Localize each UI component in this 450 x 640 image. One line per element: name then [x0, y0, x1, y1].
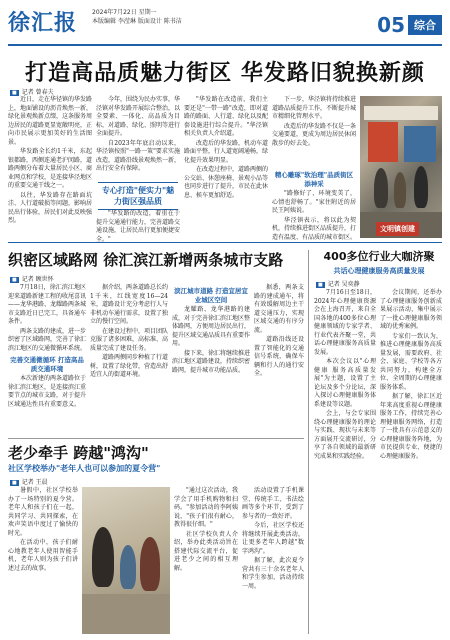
masthead-meta — [92, 8, 182, 26]
article2-subhead-2: 滨江城市道路 打造宜居宜业城区空间 — [174, 287, 248, 304]
reporter-tag-icon: ■ — [12, 277, 17, 283]
article4-subheadline: 共话心理健康服务高质量发展 — [333, 267, 425, 275]
newspaper-logo: 徐汇报 — [8, 10, 78, 36]
article1-pullquote: 专心打造"便实力"魅力街区强品质 — [98, 182, 178, 210]
article1-col2b: "华发路的改造，着重在于提升交通通行能力，完善道路交通设施，让居民出行更加便捷安全。" — [96, 210, 181, 243]
article1-photo — [360, 96, 442, 238]
article3-headline: 老少牵手 跨越"鸿沟" — [8, 444, 149, 462]
photo-elder-2 — [140, 537, 160, 591]
article2-col3: 滨江城市道路 打造宜居宜业城区空间 龙耀路、龙华港路的建成，对于完善徐汇滨江地区整体路网，方便周边居民出行，提升区域交通品质具有重要作用。 接下来，徐汇将继续推进滨江地区道路建设，持续织密路网，提升城市功能品质。 — [172, 287, 251, 374]
article2-col4: 据悉，两条支路的建成通车，将有效缓解周边主干道交通压力，实现区域交通的有序分流。 道路沿线还设置了智能化的交通信号系统，确保车辆和行人的通行安全。 — [254, 284, 304, 377]
article4-col1: 7月16日至18日，2024年心理健康资源会在上海召开，来自全国各地的400多位心理健康领域的专家学者、行业代表齐聚一堂，共话心理健康服务高质量发展。 本次会议以"心理健康 服务高质量发展"为主题，设置了主论坛及多个分论坛，深入探讨心理健康服务体系建设等议题。 会上，与会专家围绕心理健康服务的理论与实践、现状与未来等方面展开交流研讨，分享了各自领域的最新研究成果和实践经验。 — [314, 289, 376, 460]
photo-caption-tag: 文明镇创建 — [376, 222, 419, 236]
photo-child — [120, 545, 136, 589]
article2-subhead-1: 完善交通微循环 打造高品质交通环境 — [10, 356, 84, 373]
masthead — [0, 0, 450, 48]
photo-person-3 — [414, 166, 428, 208]
article2-col1: 7月18日，徐汇滨江地区迎来道路新建工程的收尾喜讯——龙华港路、龙耀路两条城市支路近日已完工，具备通车条件。 两条支路的建成，进一步织密了区域路网，完善了徐汇滨江地区的交通微循环系统。 完善交通微循环 打造高品质交通环境 本次新建的两条道路位于徐汇滨江地区，是连接滨江重要节点的城市支路，对于提升区域通达性具有重要意义。 — [8, 284, 87, 408]
article1-subhead: 精心雕琢"软治理"品质街区添神采 — [274, 171, 354, 188]
article1-col4: 下一步，华泾镇将持续推进道路品质提升工作，不断提升城市精细化管理水平。 改造后的华发路不仅是一条交通要道，更成为周边居民休闲散步的好去处。 — [272, 96, 357, 147]
article3-subheadline: 社区学校举办"老年人也可以参加的夏令营" — [8, 464, 161, 473]
article1-reporter: ■ 记者 曾春夫 — [12, 89, 54, 96]
photo-stall-2 — [404, 126, 436, 162]
reporter-tag-icon: ■ — [12, 90, 17, 96]
article1-col2: 今年，围绕为民办实事，华泾镇对华发路开展综合整治，以全要素、一体化、高品质为目标，对道路、绿化、照明等进行全面提升。 自2023年年底启动以来，华泾镇按照"一路一策"要求实施改造，道路沿线景观焕然一新，出行安全有保障。 — [96, 96, 181, 172]
article4-reporter: ■ 记者 吴奕静 — [318, 281, 360, 288]
section-label: 综合 — [408, 15, 442, 35]
section-divider — [8, 242, 442, 243]
photo-table — [82, 594, 170, 634]
article3-reporter: ■ 记者 王晨 — [12, 479, 48, 486]
article1-col4b: 精心雕琢"软治理"品质街区添神采 "路修好了，环境变美了，心情也舒畅了。"家住附近的居民王阿姨说。 华泾镇表示，将以此为契机，持续推进街区品质提升，打造有温度、有品质的城市街区。 — [272, 171, 357, 241]
photo-elder — [92, 527, 114, 587]
article-divider — [8, 438, 304, 439]
article2-reporter: ■ 记者 顾世怀 — [12, 276, 54, 283]
article3-col3: 活动设置了手机课堂、传统手工、书法绘画等多个环节，受到了参与者的一致好评。 今后，社区学校还将继续开展此类活动，让更多老年人跨越"数字鸿沟"。 据了解，此次夏令营共有三十余名老年人和学生参加，活动持续一周。 — [242, 487, 304, 590]
article1-col1: 近日，走在华径镇的华发路上，地面铺设的沥青焕然一新，绿化景观焕新点缀，这条服务周边居民的道路更显宽敞明亮，正向市民展示更加美好的生活图景。 华发路全长约1千米，东起银都路，西侧连通老沪闵路，道路两侧分布着大量居民小区、商业网点和学校，是连接华泾地区的重要交通干线之一。 以往，华发路存在路面坑洼、人行道破损等问题，影响居民出行体验，居民们对此反映强烈。 — [8, 96, 93, 224]
article3-photo — [82, 487, 170, 634]
page-indicator — [377, 13, 442, 37]
article3-col1: 暑假中，社区学校举办了一场特别的夏令营。老年人和孩子们在一起，共同学习、共同探索，在欢声笑语中度过了愉快的时光。 在活动中，孩子们耐心地教老年人使用智能手机，老年人则为孩子们讲述过去的故事。 — [8, 487, 78, 572]
reporter-tag-icon: ■ — [12, 480, 17, 486]
photo-awning — [364, 106, 438, 120]
issue-date: 2024年7月22日 星期一 — [92, 9, 157, 16]
photo-person — [374, 168, 388, 208]
masthead-rule — [8, 44, 442, 46]
editor-credits: 本版编辑 李滢琳 版面设计 陈书洁 — [92, 18, 182, 25]
photo-stall — [368, 122, 398, 162]
page-number: 05 — [377, 13, 405, 37]
photo-person-2 — [394, 172, 406, 208]
article1-col3: "华发路在改造前，我们主要还是"一带一路"改造，即对道路的路面、人行道、绿化以及配套设施进行综合提升。"华泾镇相关负责人介绍道。 改造后的华发路，机动车道路面平整，行人道宽阔通畅，绿化提升效果明显。 在改造过程中，道路两侧的公交站、休憩座椅、景观小品等也同步进行了提升，市民在此休息、候车更加舒适。 — [184, 96, 269, 199]
article4-headline: 400多位行业大咖济聚 — [323, 250, 435, 263]
article2-headline: 织密区域路网 徐汇滨江新增两条城市支路 — [8, 251, 284, 269]
article1-headline: 打造高品质魅力街区 华发路旧貌换新颜 — [25, 61, 425, 86]
column-divider — [308, 250, 309, 634]
article4-col2: 会议期间，还举办了心理健康服务创新成果展示活动，集中展示了一批心理健康服务领域的优秀案例。 专家们一致认为，推进心理健康服务高质量发展，需要政府、社会、家庭、学校等各方共同努力，构建全方位、全周期的心理健康服务体系。 据了解，徐汇区近年来高度重视心理健康服务工作，持续完善心理健康服务网络，打造了一批具有示范意义的心理健康服务阵地，为市民提供专业、便捷的心理健康服务。 — [380, 289, 442, 460]
reporter-tag-icon: ■ — [318, 282, 323, 288]
article3-col2: "通过这次活动，我学会了用手机购物和扫码。"参加活动的李阿姨说，"孩子们很有耐心，教得很仔细。" 社区学校负责人介绍，举办此类活动旨在搭建代际交流平台，促进老少之间的相互理解。 — [174, 487, 238, 572]
article2-col2: 据介绍，两条道路总长约1千米，红线宽度16—24米，道路设计充分考虑行人与非机动车通行需求，设置了独立的慢行空间。 在建设过程中，项目团队克服了诸多困难，高标准、高质量完成了建设任务。 道路两侧同步种植了行道树，设置了绿化带，营造出舒适宜人的街道环境。 — [90, 284, 169, 378]
